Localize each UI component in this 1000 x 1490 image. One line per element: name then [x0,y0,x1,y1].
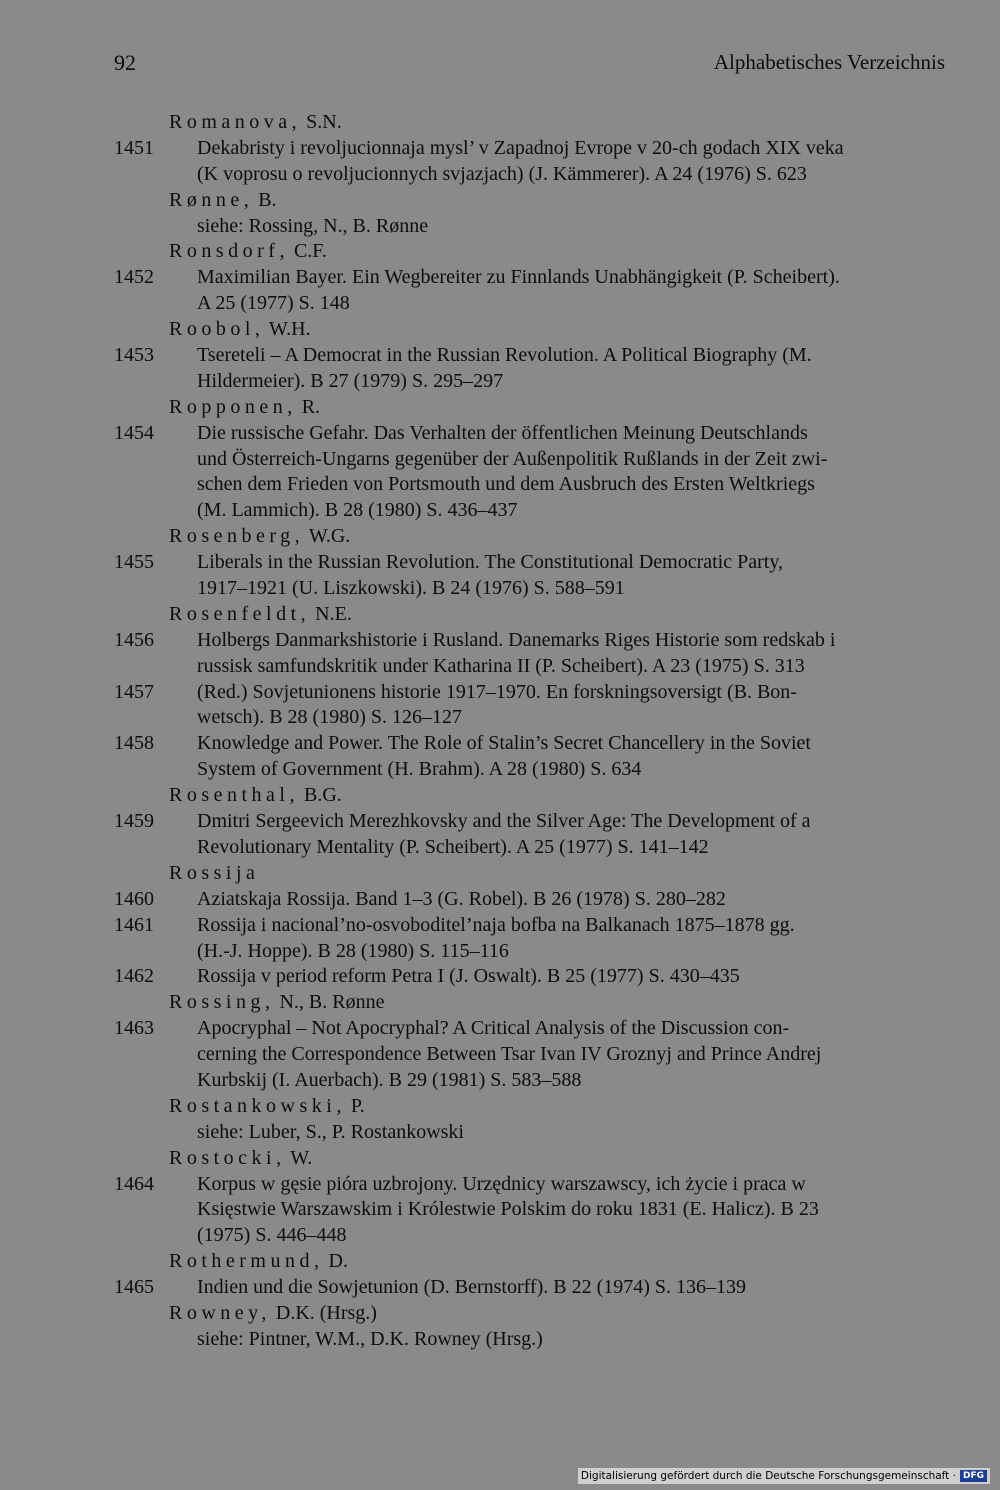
entry-text: (Red.) Sovjetunionens historie 1917–1970. En forskningsoversigt (B. Bon- [197,680,797,703]
entry-text: siehe: Pintner, W.M., D.K. Rowney (Hrsg.) [197,1327,543,1350]
entry-line [0,550,1000,576]
entry-number: 1462 [114,965,154,988]
author-surname: Rowney, [169,1301,271,1324]
entry-text: Dmitri Sergeevich Merezhkovsky and the Silver Age: The Development of a [197,810,811,833]
entry-continuation-line [0,369,1000,395]
entry-number: 1461 [114,913,154,936]
running-title: Alphabetisches Verzeichnis [713,50,945,74]
entry-number: 1460 [114,887,154,910]
entry-continuation-line [0,214,1000,240]
entry-text: (K voprosu o revoljucionnych svjazjach) (J. Kämmerer). A 24 (1976) S. 623 [197,162,807,185]
author-initials: D. [323,1250,348,1273]
entry-text: Liberals in the Russian Revolution. The Constitutional Democratic Party, [197,551,784,574]
author-name [169,110,342,136]
author-surname: Rosenthal, [169,784,299,807]
author-heading [0,1249,1000,1275]
author-surname: Rosenberg, [169,525,305,548]
author-name [169,188,277,214]
author-surname: Rønne, [169,188,254,211]
entry-continuation-line [0,1042,1000,1068]
author-name [169,395,320,421]
author-surname: Rossing, [169,991,275,1014]
author-name [169,1301,377,1327]
entry-continuation-line [0,1327,1000,1353]
entry-text: Tsereteli – A Democrat in the Russian Revolution. A Political Biography (M. [197,344,812,367]
entry-line [0,1275,1000,1301]
author-name [169,1249,348,1275]
entry-text: siehe: Rossing, N., B. Rønne [197,214,429,237]
entry-text: (1975) S. 446–448 [197,1224,347,1247]
author-heading [0,110,1000,136]
author-surname: Rossija [169,861,260,884]
entry-number: 1463 [114,1017,154,1040]
author-initials: D.K. (Hrsg.) [270,1301,377,1324]
entry-text: Aziatskaja Rossija. Band 1–3 (G. Robel). B 26 (1978) S. 280–282 [197,887,726,910]
entry-text: Dekabristy i revoljucionnaja mysl’ v Zapadnoj Evrope v 20-ch godach XIX veka [197,136,844,159]
entry-continuation-line [0,162,1000,188]
author-name [169,317,311,343]
entry-text: Holbergs Danmarkshistorie i Rusland. Danemarks Riges Historie som redskab i [197,628,836,651]
author-heading [0,524,1000,550]
author-name [169,1094,365,1120]
author-initials: W.G. [304,525,351,548]
entry-number: 1453 [114,344,154,367]
entry-text: Revolutionary Mentality (P. Scheibert). A 25 (1977) S. 141–142 [197,835,709,858]
entry-continuation-line [0,757,1000,783]
author-initials: N.E. [310,602,352,625]
entry-line [0,913,1000,939]
author-surname: Roobol, [169,318,265,341]
author-heading [0,861,1000,887]
entry-line [0,887,1000,913]
entry-line [0,265,1000,291]
entry-text: (M. Lammich). B 28 (1980) S. 436–437 [197,499,518,522]
author-initials: R. [296,395,321,418]
author-initials: S.N. [301,111,342,133]
entry-line [0,136,1000,162]
entry-text: System of Government (H. Brahm). A 28 (1980) S. 634 [197,758,642,781]
author-surname: Rosenfeldt, [169,602,311,625]
entry-number: 1458 [114,732,154,755]
entry-line [0,731,1000,757]
entry-text: schen dem Frieden von Portsmouth und dem Ausbruch des Ersten Weltkriegs [197,473,815,496]
entry-number: 1464 [114,1172,154,1195]
author-name [169,861,259,887]
entry-number: 1451 [114,136,154,159]
entry-text: Indien und die Sowjetunion (D. Bernstorff). B 22 (1974) S. 136–139 [197,1276,747,1299]
entry-line [0,628,1000,654]
author-heading [0,188,1000,214]
author-heading [0,395,1000,421]
entry-line [0,421,1000,447]
entry-line [0,964,1000,990]
author-heading [0,783,1000,809]
entry-text: Rossija i nacional’no-osvoboditel’naja bofba na Balkanach 1875–1878 gg. [197,913,795,936]
author-heading [0,1301,1000,1327]
entry-text: Die russische Gefahr. Das Verhalten der öffentlichen Meinung Deutschlands [197,421,808,444]
index-entries [0,110,1000,1353]
entry-continuation-line [0,705,1000,731]
entry-line [0,343,1000,369]
author-heading [0,239,1000,265]
entry-continuation-line [0,1068,1000,1094]
entry-text: Kurbskij (I. Auerbach). B 29 (1981) S. 583–588 [197,1068,582,1091]
author-heading [0,602,1000,628]
entry-line [0,1172,1000,1198]
author-name [169,239,327,265]
entry-continuation-line [0,472,1000,498]
entry-text: Hildermeier). B 27 (1979) S. 295–297 [197,369,504,392]
entry-text: russisk samfundskritik under Katharina II (P. Scheibert). A 23 (1975) S. 313 [197,654,805,677]
entry-text: Księstwie Warszawskim i Królestwie Polskim do roku 1831 (E. Halicz). B 23 [197,1198,819,1221]
entry-continuation-line [0,654,1000,680]
digitization-footer [578,1468,990,1484]
author-name [169,602,352,628]
entry-number: 1457 [114,680,154,703]
page-number: 92 [114,50,136,75]
entry-number: 1459 [114,810,154,833]
author-initials: C.F. [288,240,327,263]
author-name [169,524,350,550]
page-header [114,50,945,82]
dfg-logo: DFG [960,1470,987,1482]
author-name [169,990,384,1016]
author-initials: N., B. Rønne [274,991,385,1014]
entry-line [0,1016,1000,1042]
author-surname: Rostankowski, [169,1094,346,1117]
author-name [169,1146,312,1172]
entry-continuation-line [0,291,1000,317]
entry-text: siehe: Luber, S., P. Rostankowski [197,1120,464,1143]
entry-number: 1465 [114,1276,154,1299]
entry-line [0,680,1000,706]
entry-text: (H.-J. Hoppe). B 28 (1980) S. 115–116 [197,939,509,962]
author-initials: W.H. [264,318,311,341]
entry-number: 1455 [114,551,154,574]
entry-text: 1917–1921 (U. Liszkowski). B 24 (1976) S. 588–591 [197,577,625,600]
author-heading [0,1146,1000,1172]
entry-line [0,809,1000,835]
author-initials: B.G. [299,784,342,807]
entry-text: wetsch). B 28 (1980) S. 126–127 [197,706,462,729]
author-initials: W. [285,1146,313,1169]
author-heading [0,990,1000,1016]
entry-continuation-line [0,447,1000,473]
entry-text: A 25 (1977) S. 148 [197,292,350,315]
entry-text: Korpus w gęsie pióra uzbrojony. Urzędnicy warszawscy, ich życie i praca w [197,1172,806,1195]
author-surname: Ropponen, [169,395,297,418]
entry-text: Rossija v period reform Petra I (J. Oswalt). B 25 (1977) S. 430–435 [197,965,740,988]
author-heading [0,317,1000,343]
author-surname: Ronsdorf, [169,240,289,263]
author-heading [0,1094,1000,1120]
entry-continuation-line [0,1223,1000,1249]
entry-text: und Österreich-Ungarns gegenüber der Außenpolitik Rußlands in der Zeit zwi- [197,447,828,470]
entry-text: cerning the Correspondence Between Tsar Ivan IV Groznyj and Prince Andrej [197,1043,822,1066]
author-surname: Rostocki, [169,1146,286,1169]
author-surname: Romanova, [169,111,302,133]
entry-continuation-line [0,576,1000,602]
author-surname: Rothermund, [169,1250,324,1273]
entry-number: 1452 [114,266,154,289]
entry-continuation-line [0,1197,1000,1223]
author-name [169,783,342,809]
entry-text: Maximilian Bayer. Ein Wegbereiter zu Finnlands Unabhängigkeit (P. Scheibert). [197,266,840,289]
entry-number: 1454 [114,421,154,444]
entry-text: Apocryphal – Not Apocryphal? A Critical Analysis of the Discussion con- [197,1017,790,1040]
author-initials: P. [345,1094,365,1117]
entry-text: Knowledge and Power. The Role of Stalin’s Secret Chancellery in the Soviet [197,732,811,755]
entry-continuation-line [0,939,1000,965]
entry-continuation-line [0,498,1000,524]
footer-credit: Digitalisierung gefördert durch die Deutsche Forschungsgemeinschaft · [580,1470,956,1482]
entry-continuation-line [0,1120,1000,1146]
entry-number: 1456 [114,628,154,651]
entry-continuation-line [0,835,1000,861]
author-initials: B. [253,188,277,211]
